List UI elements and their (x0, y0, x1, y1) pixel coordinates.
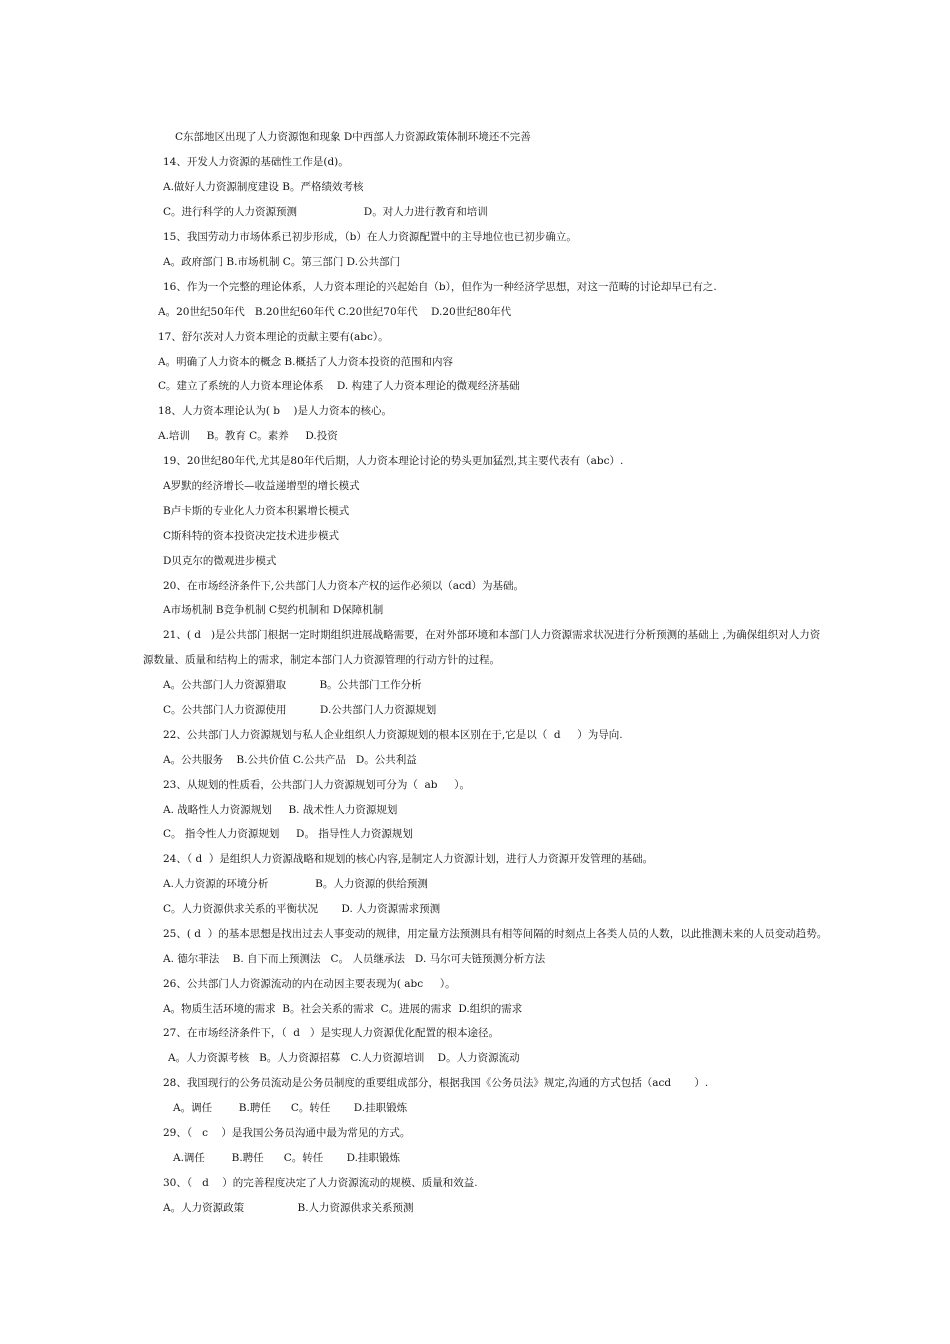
text-line: B卢卡斯的专业化人力资本积累增长模式 (163, 505, 350, 517)
question-23: 23、从规划的性质看，公共部门人力资源规划可分为（ ab ）。 (163, 779, 470, 791)
question-21: 21、( d )是公共部门根据一定时期组织进展战略需要，在对外部环境和本部门人力资源需求状况进行分析预测的基础上 ,为确保组织对人力资 (163, 629, 821, 641)
question-29: 29、（ c ）是我国公务员沟通中最为常见的方式。 (163, 1127, 411, 1139)
text-line: A.调任 B.聘任 C。转任 D.挂职锻炼 (173, 1152, 400, 1164)
question-28: 28、我国现行的公务员流动是公务员制度的重要组成部分，根据我国《公务员法》规定,沟通的方式包括（acd ）. (163, 1077, 709, 1089)
text-line: A罗默的经济增长—收益递增型的增长模式 (163, 480, 360, 492)
text-line: C。建立了系统的人力资本理论体系 D. 构建了人力资本理论的微观经济基础 (158, 380, 520, 392)
text-line: C。进行科学的人力资源预测 D。对人力进行教育和培训 (163, 206, 488, 218)
question-22: 22、公共部门人力资源规划与私人企业组织人力资源规划的根本区别在于,它是以（ d ）为导向. (163, 729, 623, 741)
text-line: A。政府部门 B.市场机制 C。第三部门 D.公共部门 (163, 256, 401, 268)
text-line: C斯科特的资本投资决定技术进步模式 (163, 530, 340, 542)
question-16: 16、作为一个完整的理论体系，人力资本理论的兴起始自（b），但作为一种经济学思想，对这一范畴的讨论却早已有之. (163, 281, 717, 293)
question-15: 15、我国劳动力市场体系已初步形成，（b）在人力资源配置中的主导地位也已初步确立。 (163, 231, 577, 243)
text-line: A。物质生活环境的需求 B。社会关系的需求 C。进展的需求 D.组织的需求 (163, 1003, 523, 1015)
question-30: 30、（ d ）的完善程度决定了人力资源流动的规模、质量和效益. (163, 1177, 478, 1189)
text-line: A。调任 B.聘任 C。转任 D.挂职锻炼 (173, 1102, 408, 1114)
question-17: 17、舒尔茨对人力资本理论的贡献主要有(abc）。 (158, 331, 389, 343)
text-line: A市场机制 B竞争机制 C契约机制和 D保障机制 (163, 604, 384, 616)
text-line: C。公共部门人力资源使用 D.公共部门人力资源规划 (163, 704, 437, 716)
text-line: C东部地区出现了人力资源饱和现象 D中西部人力资源政策体制环境还不完善 (175, 131, 531, 143)
text-line: A. 战略性人力资源规划 B. 战术性人力资源规划 (163, 804, 398, 816)
text-line: C。人力资源供求关系的平衡状况 D. 人力资源需求预测 (163, 903, 441, 915)
text-line: A.人力资源的环境分析 B。人力资源的供给预测 (163, 878, 428, 890)
text-line: A。公共部门人力资源猎取 B。公共部门工作分析 (163, 679, 422, 691)
text-line: A。人力资源考核 B。人力资源招募 C.人力资源培训 D。人力资源流动 (168, 1052, 520, 1064)
question-18: 18、人力资本理论认为( b )是人力资本的核心。 (158, 405, 392, 417)
question-14: 14、开发人力资源的基础性工作是(d)。 (163, 156, 349, 168)
text-line: A。明确了人力资本的概念 B.概括了人力资本投资的范围和内容 (158, 356, 453, 368)
text-line: 源数量、质量和结构上的需求，制定本部门人力资源管理的行动方针的过程。 (143, 654, 500, 666)
text-line: C。 指令性人力资源规划 D。 指导性人力资源规划 (163, 828, 413, 840)
text-line: A.做好人力资源制度建设 B。严格绩效考核 (163, 181, 364, 193)
question-20: 20、在市场经济条件下,公共部门人力资本产权的运作必须以（acd）为基础。 (163, 580, 525, 592)
text-line: A。20世纪50年代 B.20世纪60年代 C.20世纪70年代 D.20世纪80年代 (158, 306, 512, 318)
question-25: 25、( d ）的基本思想是找出过去人事变动的规律，用定量方法预测具有相等间隔的时刻点上各类人员的人数，以此推测未来的人员变动趋势。 (163, 928, 828, 940)
question-26: 26、公共部门人力资源流动的内在动因主要表现为( abc ）。 (163, 978, 456, 990)
question-24: 24、（ d ）是组织人力资源战略和规划的核心内容,是制定人力资源计划，进行人力资源开发管理的基础。 (163, 853, 654, 865)
question-27: 27、在市场经济条件下，（ d ）是实现人力资源优化配置的根本途径。 (163, 1027, 500, 1039)
text-line: A。公共服务 B.公共价值 C.公共产品 D。公共利益 (163, 754, 417, 766)
text-line: A.培训 B。教育 C。素养 D.投资 (158, 430, 338, 442)
question-19: 19、20世纪80年代,尤其是80年代后期，人力资本理论讨论的势头更加猛烈,其主要代表有（abc）. (163, 455, 624, 467)
text-line: A。人力资源政策 B.人力资源供求关系预测 (163, 1202, 414, 1214)
text-line: A. 德尔菲法 B. 自下而上预测法 C。 人员继承法 D. 马尔可夫链预测分析方法 (163, 953, 546, 965)
text-line: D贝克尔的微观进步模式 (163, 555, 277, 567)
